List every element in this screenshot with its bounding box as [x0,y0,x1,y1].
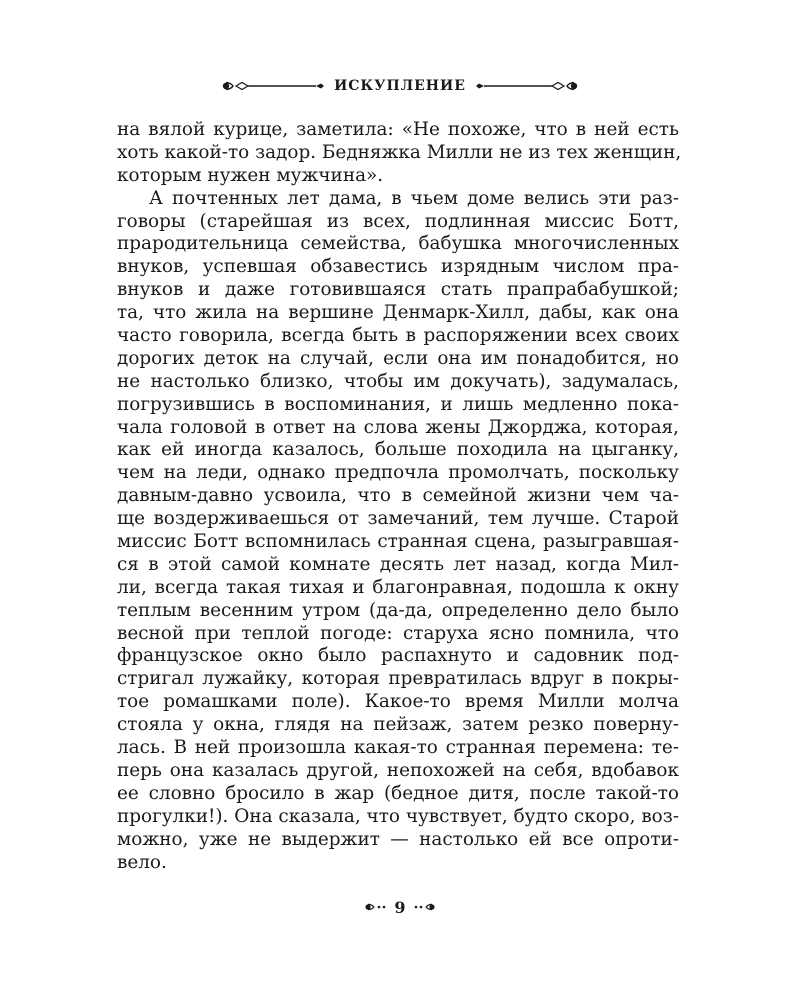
text-line: дорогих деток на случай, если она им понадобится, но [117,347,679,369]
text-line: давным-давно усвоила, что в семейной жизни чем ча- [117,485,679,507]
running-head-title: ИСКУПЛЕНИЕ [334,78,466,94]
folio-right-ornament-icon [412,901,436,913]
text-line: ли, всегда такая тихая и благонравная, подошла к окну [117,576,679,598]
text-line: на вялой курице, заметила: «Не похоже, что в ней есть [117,119,679,140]
text-line: весной при теплой погоде: старуха ясно помнила, что [117,622,679,644]
text-line: прародительница семейства, бабушка многочисленных [117,233,679,255]
text-line: прогулки!). Она сказала, что чувствует, будто скоро, воз- [117,805,679,827]
paragraph-first-line: А почтенных лет дама, в чьем доме велись эти раз- [149,187,679,209]
text-line: которым нужен мужчина». [117,164,384,186]
text-line: часто говорила, всегда быть в распоряжении всех своих [117,325,679,347]
text-line: теплым весенним утром (да-да, определенно дело было [117,599,679,621]
folio-left-ornament-icon [364,901,388,913]
text-line: внуков и даже готовившаяся стать прапрабабушкой; [117,279,679,301]
text-line: внуков, успевшая обзавестись изрядным числом пра- [117,256,679,278]
text-line: ся в этой самой комнате десять лет назад, когда Мил- [117,553,679,575]
text-line: тое ромашками поле). Какое-то время Милли молча [117,691,679,713]
text-line: не настолько близко, чтобы им докучать), задумалась, [117,370,679,392]
left-ornament-icon [220,78,326,94]
page-footer [0,895,800,919]
text-line: чем на леди, однако предпочла промолчать, поскольку [117,462,679,484]
text-line: стригал лужайку, которая превратилась вдруг в покры- [117,668,679,690]
right-ornament-icon [474,78,580,94]
text-line: чала головой в ответ на слова жены Джорджа, которая, [117,416,679,438]
text-line: как ей иногда казалось, больше походила на цыганку, [117,439,679,461]
body-text [117,119,682,874]
text-line: французское окно было распахнуто и садовник под- [117,645,679,667]
text-line: лась. В ней произошла какая-то странная перемена: те- [117,737,679,759]
text-line: можно, уже не выдержит — настолько ей все опроти- [117,828,679,850]
text-line: перь она казалась другой, непохожей на себя, вдобавок [117,759,679,781]
text-line: миссис Ботт вспомнилась странная сцена, разыгравшая- [117,531,679,553]
text-line: ще воздерживаешься от замечаний, тем лучше. Старой [117,508,679,530]
text-line: погрузившись в воспоминания, и лишь медленно пока- [117,393,679,415]
text-line: хоть какой-то задор. Бедняжка Милли не из тех женщин, [117,141,682,163]
text-line: ее словно бросило в жар (бедное дитя, после такой-то [117,782,679,804]
text-line: та, что жила на вершине Денмарк-Хилл, дабы, как она [117,302,679,324]
running-head [0,74,800,98]
text-line: говоры (старейшая из всех, подлинная миссис Ботт, [117,210,679,232]
text-line: стояла у окна, глядя на пейзаж, затем резко поверну- [117,714,679,736]
page-number: 9 [394,897,406,917]
text-line: вело. [117,851,167,873]
